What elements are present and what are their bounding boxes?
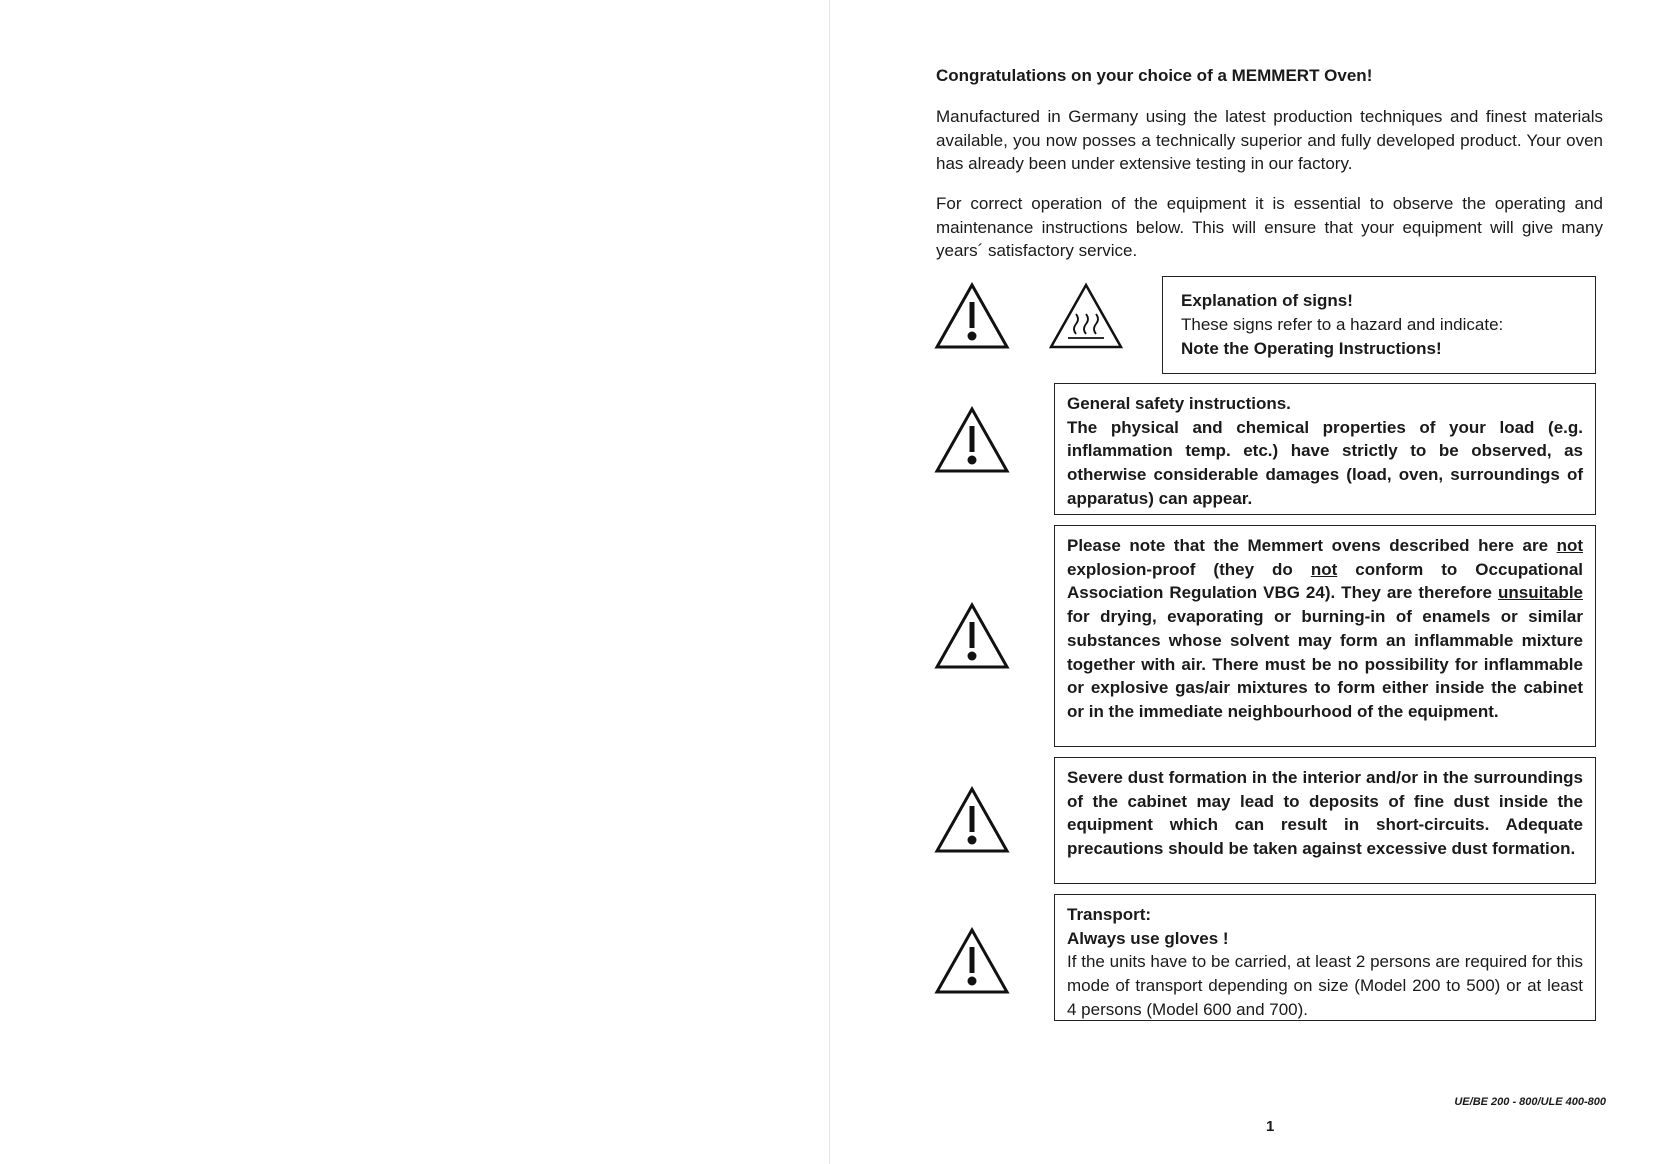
hot-surface-warning-icon [1048,282,1124,350]
dust-warning-box [1054,757,1596,884]
page-number: 1 [1266,1118,1275,1135]
explosion-text-part4: for drying, evaporating or burning-in of enamels or similar substances whose solvent may form an inflammable mixture together with air. There must be no possibility for inflammable or explosive gas/air mixtures to form either inside the cabinet or in the immediate neighbourhood of the equipment. [1067,607,1583,721]
signs-box-note: Note the Operating Instructions! [1181,339,1442,358]
signs-explanation-box [1162,276,1596,374]
warning-icon [934,786,1010,854]
warning-icon [934,927,1010,995]
signs-box-title: Explanation of signs! [1181,291,1353,310]
warning-icon [934,282,1010,350]
signs-box-description: These signs refer to a hazard and indicate: [1181,315,1504,334]
transport-text: If the units have to be carried, at least 2 persons are required for this mode of transport depending on size (Model 200 to 500) or at least 4 persons (Model 600 and 700). [1067,952,1583,1019]
model-reference: UE/BE 200 - 800/ULE 400-800 [1454,1096,1606,1108]
transport-gloves: Always use gloves ! [1067,928,1229,948]
explosion-text-part3: conform to Occupational Association Regulation VBG 24). They are therefore [1067,559,1583,603]
warning-icon [934,602,1010,670]
right-page [936,0,1606,1164]
intro-paragraph-1: Manufactured in Germany using the latest production techniques and finest materials available, you now posses a technically superior and fully developed product. Your oven has already been under extensive testing in our factory. [936,107,1603,173]
general-safety-title: General safety instructions. [1067,394,1291,413]
intro-paragraph-2: For correct operation of the equipment it is essential to observe the operating and maintenance instructions below. This will ensure that your equipment will give many years´ satisfactory service. [936,194,1603,260]
transport-box [1054,894,1596,1021]
page-heading: Congratulations on your choice of a MEMMERT Oven! [936,66,1373,85]
transport-title: Transport: [1067,905,1152,924]
warning-icon [934,406,1010,474]
dust-warning-text: Severe dust formation in the interior and/or in the surroundings of the cabinet may lead to deposits of fine dust inside the equipment which can result in short-circuits. Adequate precautions should be taken against excessive dust formation. [1067,768,1583,859]
general-safety-text: The physical and chemical properties of your load (e.g. inflammation temp. etc.) have strictly to be observed, as otherwise considerable damages (load, oven, surroundings of apparatus) can appear. [1067,417,1583,508]
page-spine [829,0,830,1164]
explosion-text-part1: Please note that the Memmert ovens described here are [1067,536,1557,555]
explosion-text-part2: explosion-proof (they do [1067,559,1311,579]
explosion-warning-box [1054,525,1596,747]
explosion-not-1: not [1556,536,1583,555]
general-safety-box [1054,383,1596,515]
explosion-not-2: not [1310,559,1338,579]
explosion-unsuitable: unsuitable [1497,583,1583,603]
